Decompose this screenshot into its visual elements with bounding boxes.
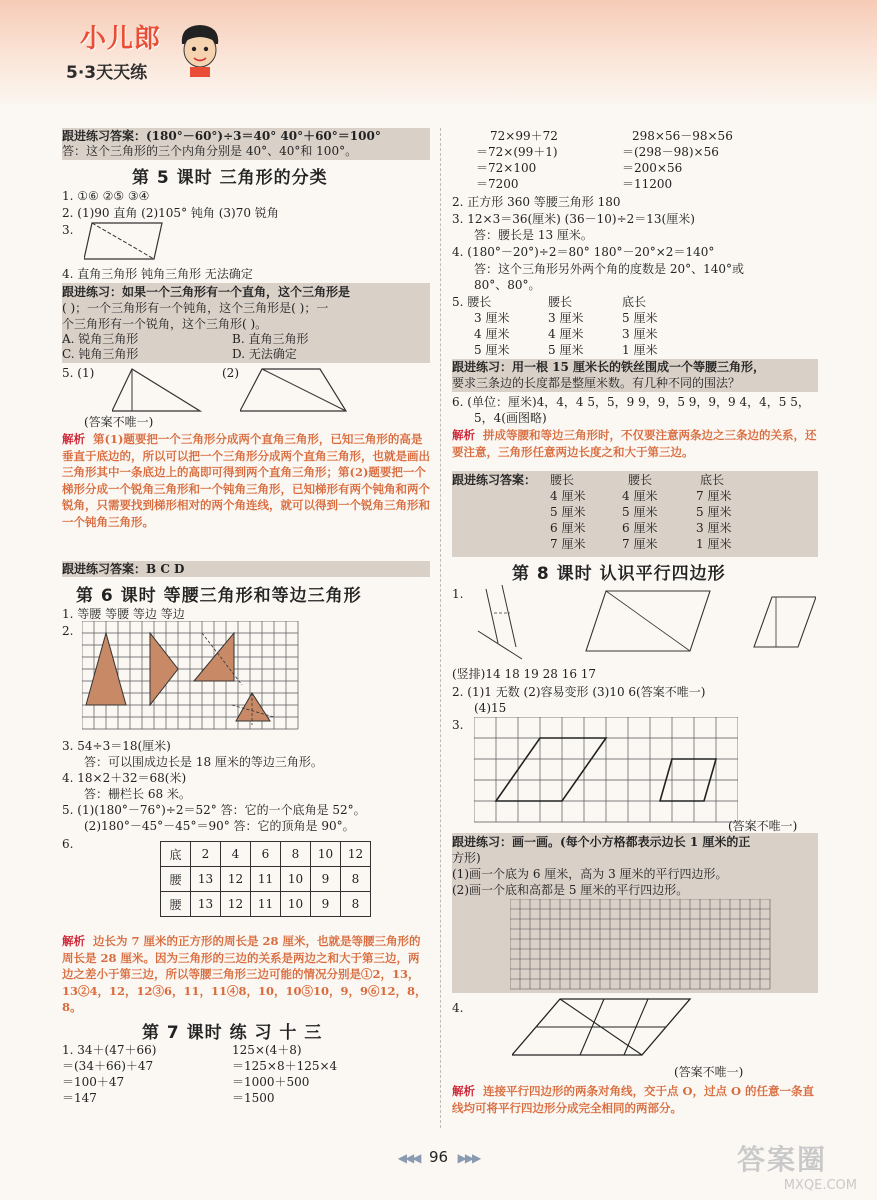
table-cell: 12: [221, 867, 251, 892]
r8-follow-c: (1)画一个底为 6 厘米，高为 3 厘米的平行四边形。: [452, 867, 728, 881]
r8-follow-a: 跟进练习：画一画。(每个小方格都表示边长 1 厘米的正: [452, 835, 751, 849]
table-cell: 10: [311, 842, 341, 867]
r-a-0: 72×99＋72: [490, 129, 558, 143]
l6-q3: 3. 54÷3＝18(厘米): [62, 739, 171, 753]
l6-q2: 2.: [62, 624, 74, 638]
book-logo: [60, 18, 230, 90]
r-follow-cell: 3 厘米: [696, 521, 732, 535]
empty-drawing-grid: [510, 899, 772, 991]
l7-b-0: 125×(4＋8): [232, 1043, 302, 1057]
table-cell: 4: [221, 842, 251, 867]
logo-subtitle: 5·3天天练: [66, 63, 148, 83]
r8-follow-b: 方形): [452, 851, 481, 865]
watermark-url: MXQE.COM: [783, 1178, 857, 1193]
l6-analysis: [62, 933, 430, 1016]
r-follow-a: 跟进练习：用一根 15 厘米长的铁丝围成一个等腰三角形，: [452, 360, 766, 374]
r-follow-head-2: 底长: [700, 473, 725, 487]
follow-answer-1b: 答：这个三角形的三个内角分别是 40°、40°和 100°。: [62, 144, 358, 158]
r-b-2: ＝200×56: [622, 161, 683, 175]
l6-q3b: 答：可以围成边长是 18 厘米的等边三角形。: [84, 755, 323, 769]
l7-b-2: ＝1000＋500: [232, 1075, 310, 1089]
r-follow-head-1: 腰长: [628, 473, 653, 487]
l5-opt-d: D. 无法确定: [232, 347, 297, 361]
r-q4c: 80°、80°。: [474, 278, 541, 292]
l7-a-0: 1. 34＋(47＋66): [62, 1043, 157, 1057]
parallel-lines-figures: [476, 583, 816, 665]
l5-q4: 4. 直角三角形 钝角三角形 无法确定: [62, 267, 253, 281]
table-cell: 13: [191, 867, 221, 892]
l5-q5b: (2): [222, 366, 239, 380]
r-a-1: ＝72×(99＋1): [476, 145, 558, 159]
l7-a-2: ＝100＋47: [62, 1075, 125, 1089]
l7-a-3: ＝147: [62, 1091, 97, 1105]
r-follow-cell: 4 厘米: [550, 489, 586, 503]
l5-follow-c: 个三角形有一个锐角，这个三角形( )。: [62, 317, 268, 331]
r-q4: 4. (180°－20°)÷2＝80° 180°－20°×2＝140°: [452, 245, 715, 259]
column-divider: [440, 128, 441, 1128]
prev-arrows-icon: ◀◀◀: [397, 1151, 420, 1165]
logo-title: 小儿郎: [80, 24, 162, 54]
r-follow-cell: 5 厘米: [550, 505, 586, 519]
table-cell: 10: [281, 867, 311, 892]
r-q5-cell: 5 厘米: [548, 343, 584, 357]
l5-q3: 3.: [62, 223, 74, 237]
r-a-3: ＝7200: [476, 177, 519, 191]
r8-q2: 2. (1)1 无数 (2)容易变形 (3)10 6(答案不唯一): [452, 685, 706, 699]
r-follow-ans-label: 跟进练习答案：: [452, 473, 537, 487]
r-a-2: ＝72×100: [476, 161, 537, 175]
r-follow-cell: 5 厘米: [696, 505, 732, 519]
l5-note: (答案不唯一): [84, 415, 154, 429]
r8-q3: 3.: [452, 718, 464, 732]
l5-opt-c: C. 钝角三角形: [62, 347, 139, 361]
table-cell: 8: [341, 892, 371, 917]
r8-follow-d: (2)画一个底和高都是 5 厘米的平行四边形。: [452, 883, 689, 897]
table-row: [161, 842, 371, 867]
l6-analysis-label: 解析: [62, 934, 85, 948]
l6-q6: 6.: [62, 837, 74, 851]
trapezoid-figure: [240, 367, 350, 415]
next-arrows-icon: ▶▶▶: [457, 1151, 480, 1165]
l5-opt-b: B. 直角三角形: [232, 332, 309, 346]
triangle-height-figure: [112, 367, 202, 415]
r-follow-head-0: 腰长: [550, 473, 575, 487]
r-follow-cell: 7 厘米: [696, 489, 732, 503]
r-q5-cell: 3 厘米: [474, 311, 510, 325]
l5-analysis-label: 解析: [62, 432, 85, 446]
r-q2: 2. 正方形 360 等腰三角形 180: [452, 195, 621, 209]
l5-q5: 5. (1): [62, 366, 95, 380]
l7-b-3: ＝1500: [232, 1091, 275, 1105]
r-b-3: ＝11200: [622, 177, 673, 191]
r-q5-head-1: 腰长: [548, 295, 573, 309]
l5-q1: 1. ①⑥ ②⑤ ③④: [62, 189, 150, 203]
l5-follow-a: 跟进练习：如果一个三角形有一个直角，这个三角形是: [62, 285, 351, 299]
r-follow-cell: 6 厘米: [550, 521, 586, 535]
r-follow-cell: 1 厘米: [696, 537, 732, 551]
r-follow-cell: 4 厘米: [622, 489, 658, 503]
watermark-title: 答案圈: [737, 1143, 828, 1176]
r-b-1: ＝(298－98)×56: [622, 145, 719, 159]
r-analysis-label: 解析: [452, 428, 475, 442]
r-q5-head-0: 5. 腰长: [452, 295, 492, 309]
l6-q4b: 答：栅栏长 68 米。: [84, 787, 191, 801]
lesson7-title: 第 7 课时 练 习 十 三: [142, 1023, 323, 1043]
table-cell: 6: [251, 842, 281, 867]
r-q6b: 5，4(画图略): [474, 411, 547, 425]
table-cell: 9: [311, 892, 341, 917]
r-analysis: [452, 427, 818, 460]
r-q5-cell: 5 厘米: [622, 311, 658, 325]
table-cell: 11: [251, 892, 281, 917]
isosceles-table: [160, 841, 371, 917]
l5-follow-answer: 跟进练习答案：B C D: [62, 562, 185, 576]
r8-ticks: (竖排)14 18 19 28 16 17: [452, 667, 597, 681]
table-cell: 12: [341, 842, 371, 867]
r-q5-cell: 3 厘米: [622, 327, 658, 341]
l5-analysis-text: 第(1)题要把一个三角形分成两个直角三角形，已知三角形的高是垂直于底边的，所以可以把一个三角形分成两个直角三角形，也就是画出三角形其中一条底边上的高即可得到两个直角三角形；第(2)题要把一个梯形分成一个锐角三角形和一个钝角三角形，已知梯形有两个钝角和两个锐角，只需要找到梯形相对的两个角连线，就可以得到一个锐角三角形和一个钝角三角形。: [62, 432, 430, 529]
triangle-grid: [82, 621, 300, 737]
table-head-cell: 腰: [161, 867, 191, 892]
l5-opt-a: A. 锐角三角形: [62, 332, 139, 346]
table-cell: 10: [281, 892, 311, 917]
r-q6: 6. (单位：厘米)4，4，4 5，5，9 9，9，5 9，9，9 4，4，5 5，: [452, 395, 810, 409]
r-q3b: 答：腰长是 13 厘米。: [474, 228, 593, 242]
l7-a-1: ＝(34＋66)＋47: [62, 1059, 154, 1073]
l6-analysis-text: 边长为 7 厘米的正方形的周长是 28 厘米，也就是等腰三角形的周长是 28 厘米。因为三角形的三边的关系是两边之和大于第三边，两边之差小于第三边，所以等腰三角形三边可能的情况分别是①2，13，13②4，12，12③6，11，11④8，10，10⑤10，9，9⑥12，8，8。: [62, 934, 427, 1014]
r-q4b: 答：这个三角形另外两个角的度数是 20°、140°或: [474, 262, 744, 276]
r-q5-cell: 5 厘米: [474, 343, 510, 357]
table-head-cell: 底: [161, 842, 191, 867]
r8-note: (答案不唯一): [728, 819, 798, 833]
l7-b-1: ＝125×8＋125×4: [232, 1059, 338, 1073]
r-follow-cell: 7 厘米: [550, 537, 586, 551]
l6-q5b: (2)180°－45°－45°＝90° 答：它的顶角是 90°。: [84, 819, 355, 833]
lesson5-title: 第 5 课时 三角形的分类: [132, 168, 328, 188]
r-analysis-text: 拼成等腰和等边三角形时，不仅要注意两条边之三条边的关系，还要注意，三角形任意两边长度之和大于第三边。: [452, 428, 817, 459]
lesson8-title: 第 8 课时 认识平行四边形: [512, 564, 726, 584]
r8-q4: 4.: [452, 1001, 464, 1015]
r8-analysis-label: 解析: [452, 1084, 475, 1098]
r-b-0: 298×56－98×56: [632, 129, 733, 143]
lesson6-title: 第 6 课时 等腰三角形和等边三角形: [76, 586, 362, 606]
table-head-cell: 腰: [161, 892, 191, 917]
r-q3: 3. 12×3＝36(厘米) (36－10)÷2＝13(厘米): [452, 212, 695, 226]
l5-q2: 2. (1)90 直角 (2)105° 钝角 (3)70 锐角: [62, 206, 279, 220]
r-follow-cell: 5 厘米: [622, 505, 658, 519]
r8-analysis-text: 连接平行四边形的两条对角线，交于点 O，过点 O 的任意一条直线均可将平行四边形分成完全相同的两部分。: [452, 1084, 815, 1115]
r-q5-cell: 1 厘米: [622, 343, 658, 357]
l6-q1: 1. 等腰 等腰 等边 等边: [62, 607, 185, 621]
r8-q1: 1.: [452, 587, 464, 601]
parallelogram-figure: [84, 221, 164, 263]
r8-q2b: (4)15: [474, 701, 507, 715]
table-cell: 13: [191, 892, 221, 917]
l5-follow-b: ( )；一个三角形有一个钝角，这个三角形是( )；一: [62, 301, 329, 315]
r-q5-head-2: 底长: [622, 295, 647, 309]
parallelogram-grid: [474, 717, 738, 825]
r-q5-cell: 4 厘米: [548, 327, 584, 341]
page-number: 96: [428, 1148, 449, 1166]
table-cell: 8: [341, 867, 371, 892]
r-q5-cell: 4 厘米: [474, 327, 510, 341]
r-q5-cell: 3 厘米: [548, 311, 584, 325]
l6-q4: 4. 18×2＋32＝68(米): [62, 771, 187, 785]
follow-answer-1: 跟进练习答案：(180°－60°)÷3＝40° 40°＋60°＝100°: [62, 129, 381, 143]
cartoon-boy-icon: [176, 22, 224, 78]
r-follow-cell: 6 厘米: [622, 521, 658, 535]
table-cell: 11: [251, 867, 281, 892]
table-row: [161, 892, 371, 917]
table-cell: 12: [221, 892, 251, 917]
r-follow-cell: 7 厘米: [622, 537, 658, 551]
table-cell: 2: [191, 842, 221, 867]
l6-q5: 5. (1)(180°－76°)÷2＝52° 答：它的一个底角是 52°。: [62, 803, 366, 817]
parallelogram-division-figure: [512, 997, 692, 1057]
r8-analysis: [452, 1083, 818, 1116]
table-cell: 8: [281, 842, 311, 867]
watermark-logo: [737, 1138, 857, 1193]
l5-analysis: [62, 431, 430, 530]
r8-note2: (答案不唯一): [674, 1065, 744, 1079]
table-row: [161, 867, 371, 892]
table-cell: 9: [311, 867, 341, 892]
r-follow-b: 要求三条边的长度都是整厘米数。有几种不同的围法？: [452, 376, 741, 390]
